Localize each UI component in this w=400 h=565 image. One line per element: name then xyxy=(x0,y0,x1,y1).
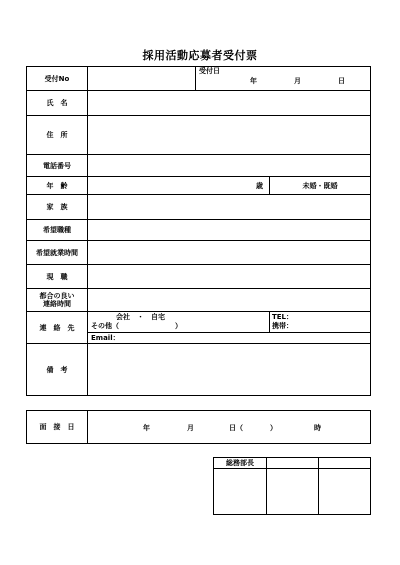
desired-hours-field[interactable] xyxy=(88,241,371,265)
approval-header-3 xyxy=(319,458,371,469)
approval-header-2 xyxy=(267,458,319,469)
applicant-form xyxy=(26,66,371,396)
interview-date-field[interactable] xyxy=(88,411,371,444)
contact-time-label xyxy=(27,289,88,312)
age-field[interactable] xyxy=(88,177,270,195)
phone-field[interactable] xyxy=(88,155,371,177)
address-label: 住 所 xyxy=(27,116,88,155)
contact-type-field[interactable] xyxy=(88,312,270,333)
approval-stamp-3[interactable] xyxy=(319,469,371,515)
desired-hours-label: 希望就業時間 xyxy=(27,241,88,265)
general-affairs-manager-label: 総務部長 xyxy=(214,458,267,469)
approval-stamp-2[interactable] xyxy=(267,469,319,515)
email-label: Email： xyxy=(91,334,120,342)
interview-day-open: 日（ xyxy=(229,424,243,432)
remarks-field[interactable] xyxy=(88,344,371,396)
current-job-field[interactable] xyxy=(88,265,371,289)
approval-stamp-table xyxy=(213,457,371,515)
reception-no-field[interactable] xyxy=(88,67,196,91)
date-year: 年 xyxy=(250,77,257,85)
age-label: 年 齢 xyxy=(27,177,88,195)
interview-label: 面 接 日 xyxy=(27,411,88,444)
mobile-label: 携帯： xyxy=(272,322,293,330)
interview-hour: 時 xyxy=(314,424,321,432)
current-job-label: 現 職 xyxy=(27,265,88,289)
interview-month: 月 xyxy=(187,424,194,432)
desired-position-label: 希望職種 xyxy=(27,220,88,241)
reception-date-field[interactable] xyxy=(196,67,371,91)
family-field[interactable] xyxy=(88,195,371,220)
age-unit: 歳 xyxy=(256,181,263,190)
date-day: 日 xyxy=(338,77,345,85)
phone-label: 電話番号 xyxy=(27,155,88,177)
interview-day-close: ） xyxy=(270,424,277,432)
contact-time-label-line2: 連絡時間 xyxy=(43,300,71,308)
contact-options[interactable]: 会社 ・ 自宅 xyxy=(116,313,165,321)
interview-year: 年 xyxy=(143,424,150,432)
remarks-label: 備 考 xyxy=(27,344,88,396)
contact-other[interactable]: その他（ ） xyxy=(91,322,182,330)
marital-status[interactable]: 未婚・既婚 xyxy=(270,177,371,195)
tel-label: TEL： xyxy=(272,313,294,321)
reception-date-label: 受付日 xyxy=(199,67,220,75)
desired-position-field[interactable] xyxy=(88,220,371,241)
page-title: 採用活動応募者受付票 xyxy=(142,49,258,62)
tel-mobile-field[interactable] xyxy=(270,312,371,333)
contact-time-label-line1: 都合の良い xyxy=(39,292,75,300)
email-field[interactable] xyxy=(88,333,371,344)
contact-label: 連 絡 先 xyxy=(27,312,88,344)
approval-stamp-1[interactable] xyxy=(214,469,267,515)
date-month: 月 xyxy=(294,77,301,85)
address-field[interactable] xyxy=(88,116,371,155)
contact-time-field[interactable] xyxy=(88,289,371,312)
reception-no-label: 受付No xyxy=(27,67,88,91)
name-label: 氏 名 xyxy=(27,91,88,116)
name-field[interactable] xyxy=(88,91,371,116)
family-label: 家 族 xyxy=(27,195,88,220)
interview-date-table xyxy=(26,410,371,444)
